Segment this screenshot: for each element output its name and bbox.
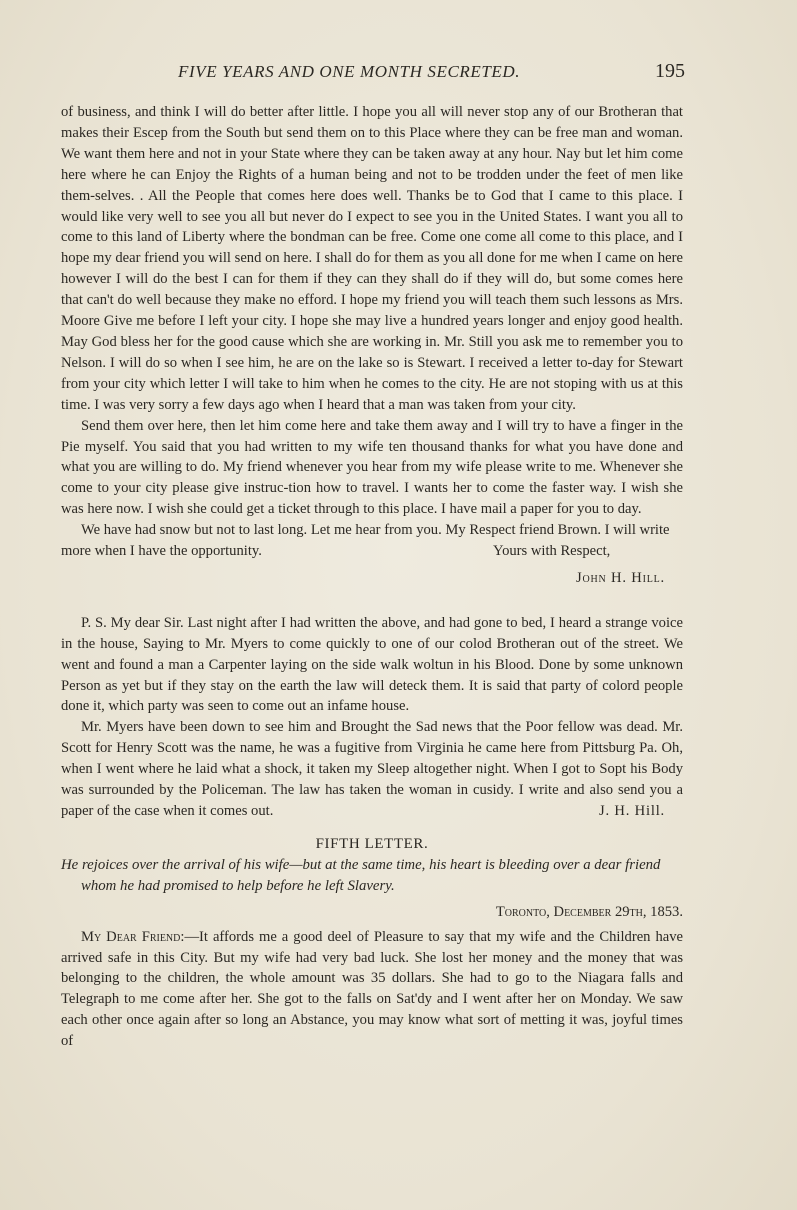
page-number: 195	[655, 60, 685, 82]
letter-signature: John H. Hill.	[576, 569, 665, 586]
section-gap	[61, 589, 683, 613]
salutation: My Dear Friend	[81, 928, 181, 945]
page-body	[61, 102, 683, 1052]
opening-text: :—It affords me a good deel of Pleasure to say that my wife and the Children have arrived safe in this City. But my wife had very bad luck. She lost her money and the money that was belonging to the children, the whole amount was 35 dollars. She had to go to the Niagara falls and Telegraph to me come after her. She got to the falls on Sat'dy and I went after her on Monday. We saw each other once again after so long an Abstance, you may know what sort of metting it was, joyful times of	[61, 928, 684, 1050]
letter-closing: Yours with Respect,	[493, 543, 611, 560]
letter-paragraph: Send them over here, then let him come here and take them away and I will try to have a finger in the Pie myself. You said that you had written to my wife ten thousand thanks for what you have done and what you are willing to do. My friend whenever you hear from my wife please write to me. Whenever she come to your city please give instruc-tion how to travel. I wants her to come the faster way. I wish she was here now. I wish she could get a ticket through to this place. I have mail a paper for you to day.	[61, 417, 683, 518]
letter-heading: FIFTH LETTER.	[315, 835, 429, 852]
running-head: FIVE YEARS AND ONE MONTH SECRETED.	[178, 62, 521, 81]
letter-summary: He rejoices over the arrival of his wife—but at the same time, his heart is bleeding over a dear friend whom he had promised to help before he left Slavery.	[61, 856, 661, 894]
letter-paragraph: We have had snow but not to last long. Let me hear from you. My Respect friend Brown. I will write more when I have the opportunity.	[61, 522, 670, 560]
postscript-signature: J. H. Hill.	[599, 803, 665, 820]
postscript-paragraph: Mr. Myers have been down to see him and Brought the Sad news that the Poor fellow was dead. Mr. Scott for Henry Scott was the name, he was a fugitive from Virginia he came here from Pittsburg Pa. Oh, when I went where he laid what a shock, it taken my Sleep altogether night. When I got to Sopt his Body was surrounded by the Policeman. The law has taken the woman in cusidy. I write and also send you a paper of the case when it comes out.	[61, 719, 683, 820]
letter-dateline: Toronto, December 29th, 1853.	[495, 903, 683, 920]
letter-opening-paragraph	[61, 927, 683, 1052]
letter-paragraph: of business, and think I will do better after little. I hope you all will never stop any of our Brotheran that makes their Escep from the South but send them on to this Place where they can be free man and woman. We want them here and not in your State where they can be taken away at any hour. Nay but let him come here where he can Enjoy the Rights of a human being and not to be trodden under the feet of men like them-selves. . All the People that comes here does well. Thanks be to God that I came to this place. I would like very well to see you all but never do I expect to see you in the United States. I want you all to come to this land of Liberty where the bondman can be free. Come one come all come to this place, and I hope my dear friend you will send on here. I shall do for them as you all done for me when I came on here however I will do the best I can for them if they can they shall do if they will do, but some comes here that can't do well because they make no efford. I hope my friend you will teach them such lessons as Mrs. Moore Give me before I left your city. I hope she may live a hundred years longer and enjoy good health. May God bless her for the good cause which she are working in. Mr. Still you ask me to remember you to Nelson. I will do so when I see him, he are on the lake so is Stewart. I received a letter to-day for Stewart from your city which letter I will take to him when he comes to the city. He are not stoping with us at this time. I was very sorry a few days ago when I heard that a man was taken from your city.	[61, 104, 683, 413]
postscript-paragraph: P. S. My dear Sir. Last night after I had written the above, and had gone to bed, I heard a strange voice in the house, Saying to Mr. Myers to come quickly to one of our colod Brotheran out of the street. We went and found a man a Carpenter laying on the side walk woltun in his Blood. Done by some unknown Person as yet but if they stay on the earth the law will deteck them. It is said that party of colord people done it, which party was seen to come out an infame house.	[61, 614, 683, 715]
page-header	[60, 62, 685, 90]
